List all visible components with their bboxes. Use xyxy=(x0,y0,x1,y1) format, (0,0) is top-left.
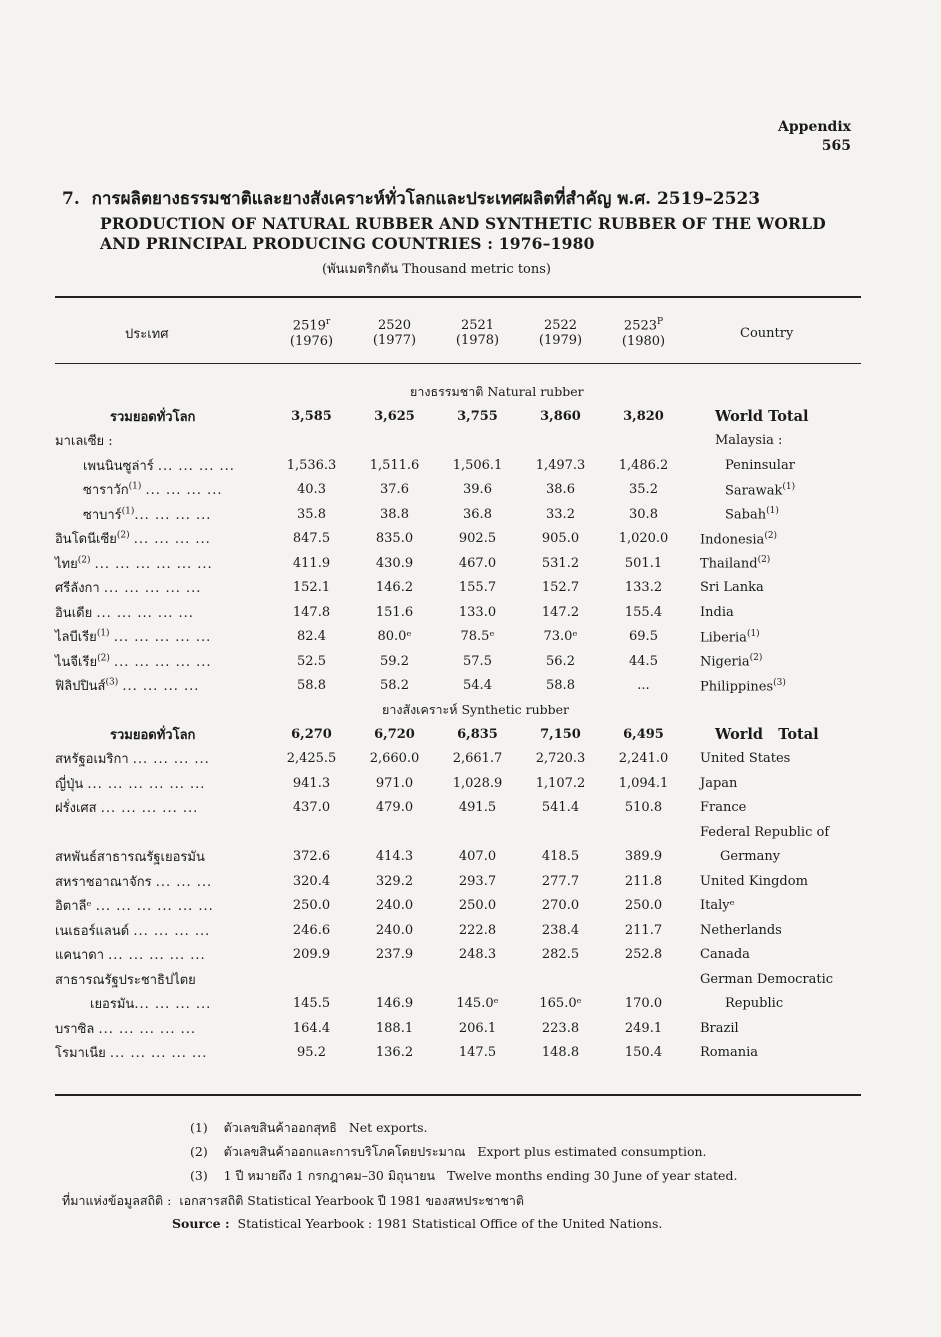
column-header-row xyxy=(55,304,861,362)
table-row: ฟิลิปปินส์$^{(3)}$ ... ... ... ... 58.8 58.2 54.4 58.8 ... Philippines$^{(3)}$ xyxy=(55,677,786,695)
title-english-line1: PRODUCTION OF NATURAL RUBBER AND SYNTHETIC RUBBER OF THE WORLD xyxy=(100,214,826,233)
col-thai-country: ประเทศ xyxy=(125,326,169,342)
title-english-line2: AND PRINCIPAL PRODUCING COUNTRIES : 1976–1980 xyxy=(100,234,595,253)
col-english-country: Country xyxy=(740,325,794,341)
table-row: เยอรมัน... ... ... ... 145.5 146.9 145.0ᵉ 165.0ᵉ 170.0 Republic xyxy=(90,996,784,1013)
table-row: โรมาเนีย ... ... ... ... ... 95.2 136.2 147.5 148.8 150.4 Romania xyxy=(55,1045,758,1062)
rubber-production-table xyxy=(55,304,861,1065)
bottom-rule xyxy=(55,1094,861,1096)
source-english: Source : Statistical Yearbook : 1981 Statistical Office of the United Nations. xyxy=(172,1216,663,1231)
table-row: ญี่ปุ่น ... ... ... ... ... ... 941.3 971.0 1,028.9 1,107.2 1,094.1 Japan xyxy=(55,775,738,792)
table-row: สหพันธ์สาธารณรัฐเยอรมัน 372.6 414.3 407.0 418.5 389.9 Germany xyxy=(55,849,781,866)
table-row: สาธารณรัฐประชาธิปไตย German Democratic xyxy=(55,971,834,988)
page-number: 565 xyxy=(821,138,851,154)
top-rule xyxy=(55,296,861,298)
table-row: มาเลเซีย : Malaysia : xyxy=(55,433,783,450)
table-row: แคนาดา ... ... ... ... ... 209.9 237.9 248.3 282.5 252.8 Canada xyxy=(55,947,750,964)
col-year: 2520 (1977) xyxy=(372,318,417,348)
col-year: 2522 (1979) xyxy=(538,318,583,348)
table-row: สหราชอาณาจักร ... ... ... 320.4 329.2 293.7 277.7 211.8 United Kingdom xyxy=(55,873,808,890)
table-row: รวมยอดทั่วโลก 6,270 6,720 6,835 7,150 6,495 World Total xyxy=(110,725,819,743)
table-row: เนเธอร์แลนด์ ... ... ... ... 246.6 240.0 222.8 238.4 211.7 Netherlands xyxy=(55,922,782,939)
col-year: 2521 (1978) xyxy=(455,318,500,348)
table-row: อิตาลีᵉ ... ... ... ... ... ... 250.0 240.0 250.0 270.0 250.0 Italyᵉ xyxy=(55,898,735,915)
table-row: ซาราวัก$^{(1)}$ ... ... ... ... 40.3 37.6 39.6 38.6 35.2 Sarawak$^{(1)}$ xyxy=(83,481,796,499)
table-row: อินเดีย ... ... ... ... ... 147.8 151.6 133.0 147.2 155.4 India xyxy=(55,604,734,621)
table-row: ไทย$^{(2)}$ ... ... ... ... ... ... 411.9 430.9 467.0 531.2 501.1 Thailand$^{(2)}$ xyxy=(55,555,771,572)
title-thai xyxy=(62,185,760,212)
footnote-2: (2) ตัวเลขสินค้าออกและการบริโภคโดยประมาณ Export plus estimated consumption. xyxy=(190,1144,707,1159)
table-row: Federal Republic of xyxy=(700,824,830,840)
section-natural-rubber: ยางธรรมชาติ Natural rubber xyxy=(410,384,584,399)
table-number: 7. xyxy=(62,189,80,209)
col-year: $2523^P$ (1980) xyxy=(621,317,666,349)
table-row: ศรีลังกา ... ... ... ... ... 152.1 146.2 155.7 152.7 133.2 Sri Lanka xyxy=(55,580,764,597)
col-year: 2519$^r$ (1976) xyxy=(289,317,334,349)
table-row: สหรัฐอเมริกา ... ... ... ... 2,425.5 2,660.0 2,661.7 2,720.3 2,241.0 United States xyxy=(55,751,791,768)
table-row: ฝรั่งเศส ... ... ... ... ... 437.0 479.0 491.5 541.4 510.8 France xyxy=(55,800,747,817)
footnote-1: (1) ตัวเลขสินค้าออกสุทธิ Net exports. xyxy=(190,1120,428,1135)
table-row: ซาบาร์$^{(1)}$... ... ... ... 35.8 38.8 36.8 33.2 30.8 Sabah$^{(1)}$ xyxy=(83,506,779,523)
table-row: ไลบีเรีย$^{(1)}$ ... ... ... ... ... 82.4 80.0ᵉ 78.5ᵉ 73.0ᵉ 69.5 Liberia$^{(1)}$ xyxy=(55,628,760,646)
table-row: ไนจีเรีย$^{(2)}$ ... ... ... ... ... 52.5 59.2 57.5 56.2 44.5 Nigeria$^{(2)}$ xyxy=(55,653,763,670)
appendix-label: Appendix xyxy=(778,119,851,135)
source-thai: ที่มาแห่งข้อมูลสถิติ : เอกสารสถิติ Statistical Yearbook ปี 1981 ของสหประชาชาติ xyxy=(62,1193,525,1208)
section-synthetic-rubber: ยางสังเคราะห์ Synthetic rubber xyxy=(382,702,570,717)
title-thai-text: การผลิตยางธรรมชาติและยางสังเคราะห์ทั่วโลกและประเทศผลิตที่สำคัญ พ.ศ. 2519–2523 xyxy=(91,189,761,209)
table-row: บราซิล ... ... ... ... ... 164.4 188.1 206.1 223.8 249.1 Brazil xyxy=(55,1020,739,1037)
footnote-3: (3) 1 ปี หมายถึง 1 กรกฎาคม–30 มิถุนายน Twelve months ending 30 June of year stated. xyxy=(190,1168,738,1183)
table-row: อินโดนีเซีย$^{(2)}$ ... ... ... ... 847.5 835.0 902.5 905.0 1,020.0 Indonesia$^{(2)}$ xyxy=(55,530,778,548)
unit-label: (พันเมตริกตัน Thousand metric tons) xyxy=(322,262,551,277)
table-row: รวมยอดทั่วโลก 3,585 3,625 3,755 3,860 3,820 World Total xyxy=(110,407,809,425)
table-row: เพนนินซูล่าร์ ... ... ... ... 1,536.3 1,511.6 1,506.1 1,497.3 1,486.2 Peninsular xyxy=(83,457,795,474)
